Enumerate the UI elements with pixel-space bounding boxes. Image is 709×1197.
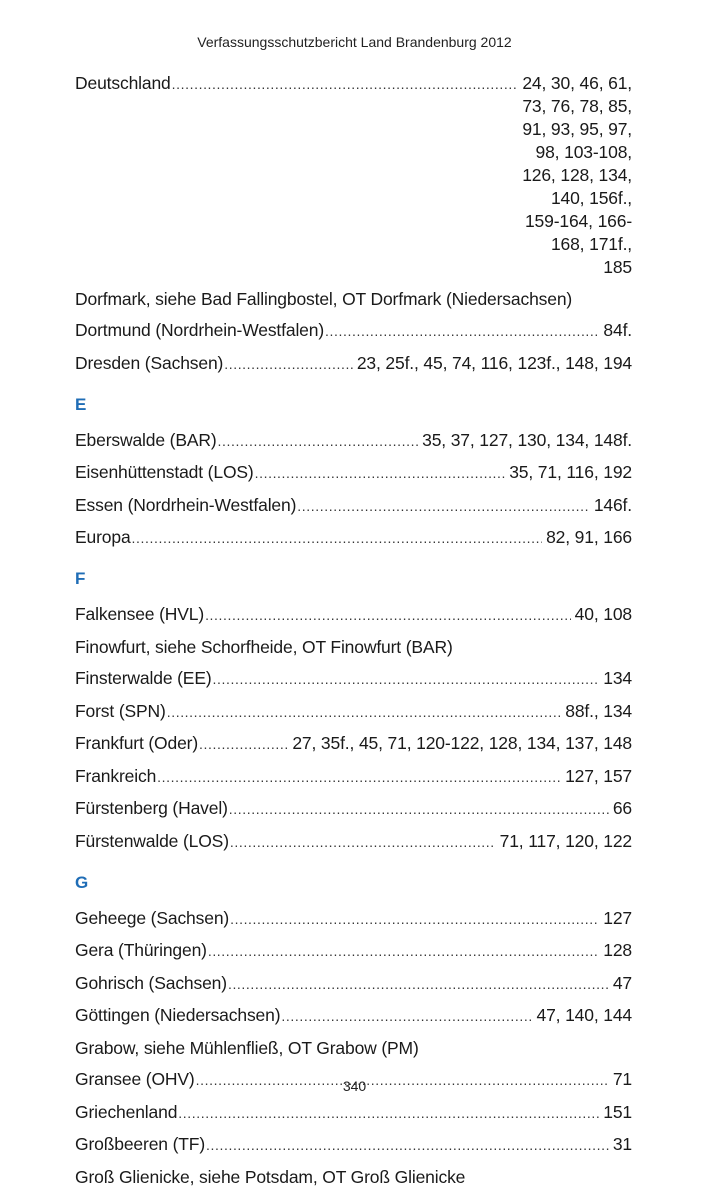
dot-leader <box>157 766 561 789</box>
entry-name: Gera (Thüringen) <box>75 940 207 960</box>
cross-reference-entry: Grabow, siehe Mühlenfließ, OT Grabow (PM) <box>75 1037 419 1058</box>
entry-name: Fürstenberg (Havel) <box>75 798 228 818</box>
index-entry <box>75 700 632 724</box>
entry-pages-line: 98, 103-108, 126, 128, 134, 140, 156f., <box>522 142 632 208</box>
index-entry <box>75 429 632 453</box>
dot-leader <box>281 1005 532 1028</box>
dot-leader <box>199 733 288 756</box>
entry-name: Großbeeren (TF) <box>75 1134 205 1154</box>
dot-leader <box>297 495 590 518</box>
index-entry <box>75 494 632 518</box>
dot-leader <box>230 908 599 931</box>
dot-leader <box>218 430 419 453</box>
cross-reference-entry: Groß Glienicke, siehe Potsdam, OT Groß Glienicke <box>75 1166 466 1187</box>
entry-pages-line: 24, 30, 46, 61, 73, 76, 78, 85, 91, 93, 95, 97, <box>522 73 632 139</box>
section-heading-g: G <box>75 872 89 892</box>
index-entry <box>75 667 632 691</box>
dot-leader <box>228 973 609 996</box>
entry-name: Göttingen (Niedersachsen) <box>75 1005 281 1025</box>
entry-pages-line: 159-164, 166-168, 171f., 185 <box>524 211 632 277</box>
entry-name: Dortmund (Nordrhein-Westfalen) <box>75 320 325 340</box>
section-heading-e: E <box>75 394 87 414</box>
entry-name: Forst (SPN) <box>75 700 166 721</box>
index-entry <box>75 830 632 854</box>
entry-pages: 35, 71, 116, 192 <box>509 462 632 482</box>
entry-pages: 134 <box>603 668 632 688</box>
dot-leader <box>172 73 516 96</box>
entry-name: Frankfurt (Oder) <box>75 733 199 753</box>
section-heading-f: F <box>75 569 86 588</box>
entry-name: Eberswalde (BAR) <box>75 429 217 450</box>
entry-pages: 31 <box>612 1134 632 1154</box>
index-list <box>75 72 632 1197</box>
index-entry <box>75 765 632 789</box>
index-entry <box>75 1133 632 1157</box>
dot-leader <box>205 604 571 627</box>
entry-pages: 71, 117, 120, 122 <box>499 830 632 851</box>
cross-reference-entry: Dorfmark, siehe Bad Fallingbostel, OT Dorfmark (Niedersachsen) <box>75 288 573 309</box>
entry-pages: 127, 157 <box>565 765 632 786</box>
dot-leader <box>229 798 609 821</box>
entry-name: Eisenhüttenstadt (LOS) <box>75 462 254 482</box>
index-entry <box>75 72 632 279</box>
entry-pages: 88f., 134 <box>565 700 632 721</box>
entry-name: Finsterwalde (EE) <box>75 668 212 688</box>
entry-pages: 66 <box>612 798 632 818</box>
index-entry <box>75 907 632 931</box>
index-entry <box>75 319 632 343</box>
entry-name: Geheege (Sachsen) <box>75 907 230 928</box>
index-entry <box>75 939 632 963</box>
dot-leader <box>167 701 562 724</box>
entry-pages <box>520 72 632 279</box>
dot-leader <box>178 1102 599 1125</box>
dot-leader <box>255 462 506 485</box>
dot-leader <box>206 1134 609 1157</box>
entry-pages: 35, 37, 127, 130, 134, 148f. <box>422 429 632 450</box>
index-entry <box>75 972 632 996</box>
dot-leader <box>230 831 496 854</box>
entry-pages: 127 <box>603 907 632 928</box>
dot-leader <box>325 320 599 343</box>
entry-name: Griechenland <box>75 1101 178 1122</box>
entry-pages: 40, 108 <box>574 604 632 624</box>
entry-pages: 82, 91, 166 <box>546 527 632 547</box>
index-entry <box>75 461 632 485</box>
entry-name: Frankreich <box>75 765 157 786</box>
index-entry <box>75 1101 632 1125</box>
entry-name: Dresden (Sachsen) <box>75 352 224 373</box>
index-entry <box>75 797 632 821</box>
cross-reference-entry: Finowfurt, siehe Schorfheide, OT Finowfurt (BAR) <box>75 636 453 657</box>
dot-leader <box>208 940 599 963</box>
running-header: Verfassungsschutzbericht Land Brandenburg 2012 <box>197 34 512 50</box>
entry-pages: 71 <box>612 1069 632 1089</box>
entry-name: Europa <box>75 527 131 547</box>
dot-leader <box>224 353 353 376</box>
entry-pages: 27, 35f., 45, 71, 120-122, 128, 134, 137, 148 <box>292 733 632 753</box>
entry-name: Essen (Nordrhein-Westfalen) <box>75 494 297 515</box>
entry-pages: 47, 140, 144 <box>536 1005 632 1025</box>
dot-leader <box>132 527 543 550</box>
entry-pages: 47 <box>612 972 632 993</box>
entry-pages: 146f. <box>593 494 632 515</box>
index-entry <box>75 1004 632 1028</box>
entry-pages: 84f. <box>603 320 632 340</box>
index-entry <box>75 352 632 376</box>
entry-pages: 128 <box>603 940 632 960</box>
dot-leader <box>213 668 600 691</box>
entry-pages: 23, 25f., 45, 74, 116, 123f., 148, 194 <box>356 352 632 373</box>
entry-name: Falkensee (HVL) <box>75 604 205 624</box>
index-entry <box>75 732 632 756</box>
entry-name: Gohrisch (Sachsen) <box>75 972 227 993</box>
page-number: 340 <box>342 1078 367 1094</box>
entry-name: Fürstenwalde (LOS) <box>75 830 229 851</box>
entry-name: Gransee (OHV) <box>75 1069 195 1089</box>
index-entry <box>75 526 632 550</box>
entry-pages: 151 <box>603 1101 632 1122</box>
index-entry <box>75 603 632 627</box>
entry-name: Deutschland <box>75 73 171 93</box>
